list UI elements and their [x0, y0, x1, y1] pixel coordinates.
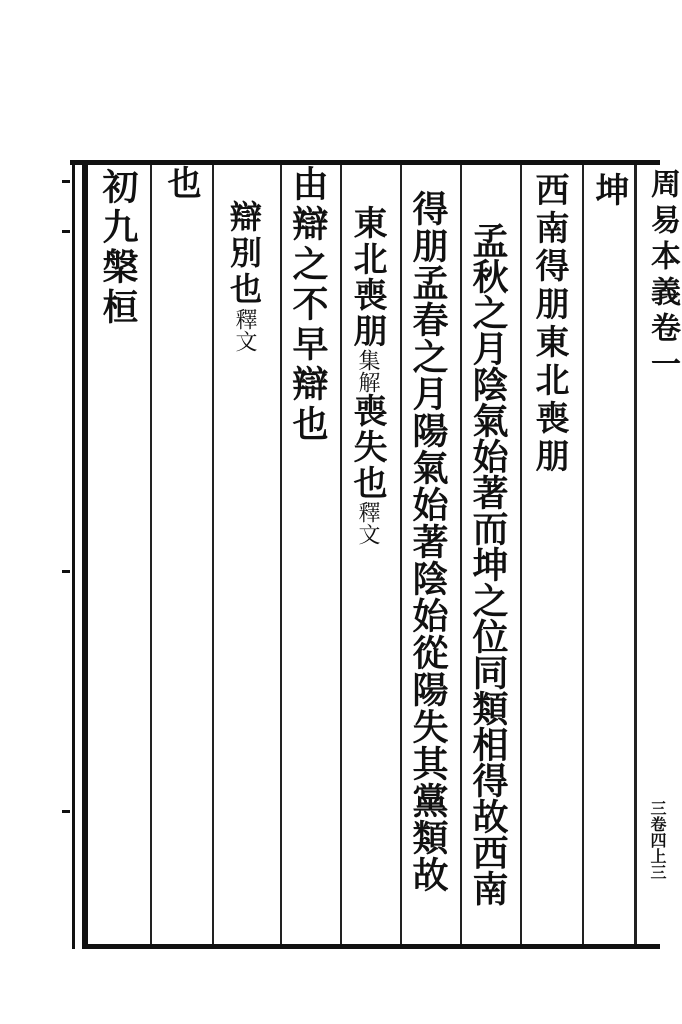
column-divider	[520, 165, 522, 944]
column-divider	[150, 165, 152, 944]
column-divider	[212, 165, 214, 944]
margin-divider	[634, 165, 637, 944]
column-5-main-2: 喪失也	[347, 393, 387, 501]
column-5-main: 東北喪朋	[347, 205, 387, 349]
text-column-3: 孟秋之月陰氣始著而坤之位同類相得故西南	[467, 222, 509, 906]
text-column-kun: 坤	[589, 172, 629, 208]
column-divider	[460, 165, 462, 944]
text-column-9: 初九槃桓	[97, 168, 139, 328]
column-divider	[582, 165, 584, 944]
column-5-note: 集解	[355, 349, 380, 393]
left-frame-rule	[82, 160, 88, 949]
text-column-2: 西南得朋東北喪朋	[529, 172, 569, 476]
column-divider	[400, 165, 402, 944]
column-5-note-2: 釋文	[355, 501, 380, 545]
column-divider	[340, 165, 342, 944]
column-7-main: 辯別也	[225, 200, 263, 308]
top-frame-rule	[70, 160, 660, 165]
text-column-5	[347, 205, 387, 545]
edge-marks	[60, 170, 72, 950]
bottom-frame-rule	[86, 944, 660, 949]
text-column-6: 由辯之不早辯也	[287, 165, 329, 445]
text-column-7	[225, 200, 263, 352]
text-column-4: 得朋孟春之月陽氣始著陰始從陽失其黨類故	[407, 190, 449, 893]
column-7-note: 釋文	[232, 308, 257, 352]
text-column-8: 也	[161, 165, 201, 201]
margin-header: 周易本義卷一	[645, 168, 680, 384]
margin-folio: 三卷四上三	[648, 800, 667, 880]
left-outer-rule	[72, 160, 75, 949]
column-divider	[280, 165, 282, 944]
